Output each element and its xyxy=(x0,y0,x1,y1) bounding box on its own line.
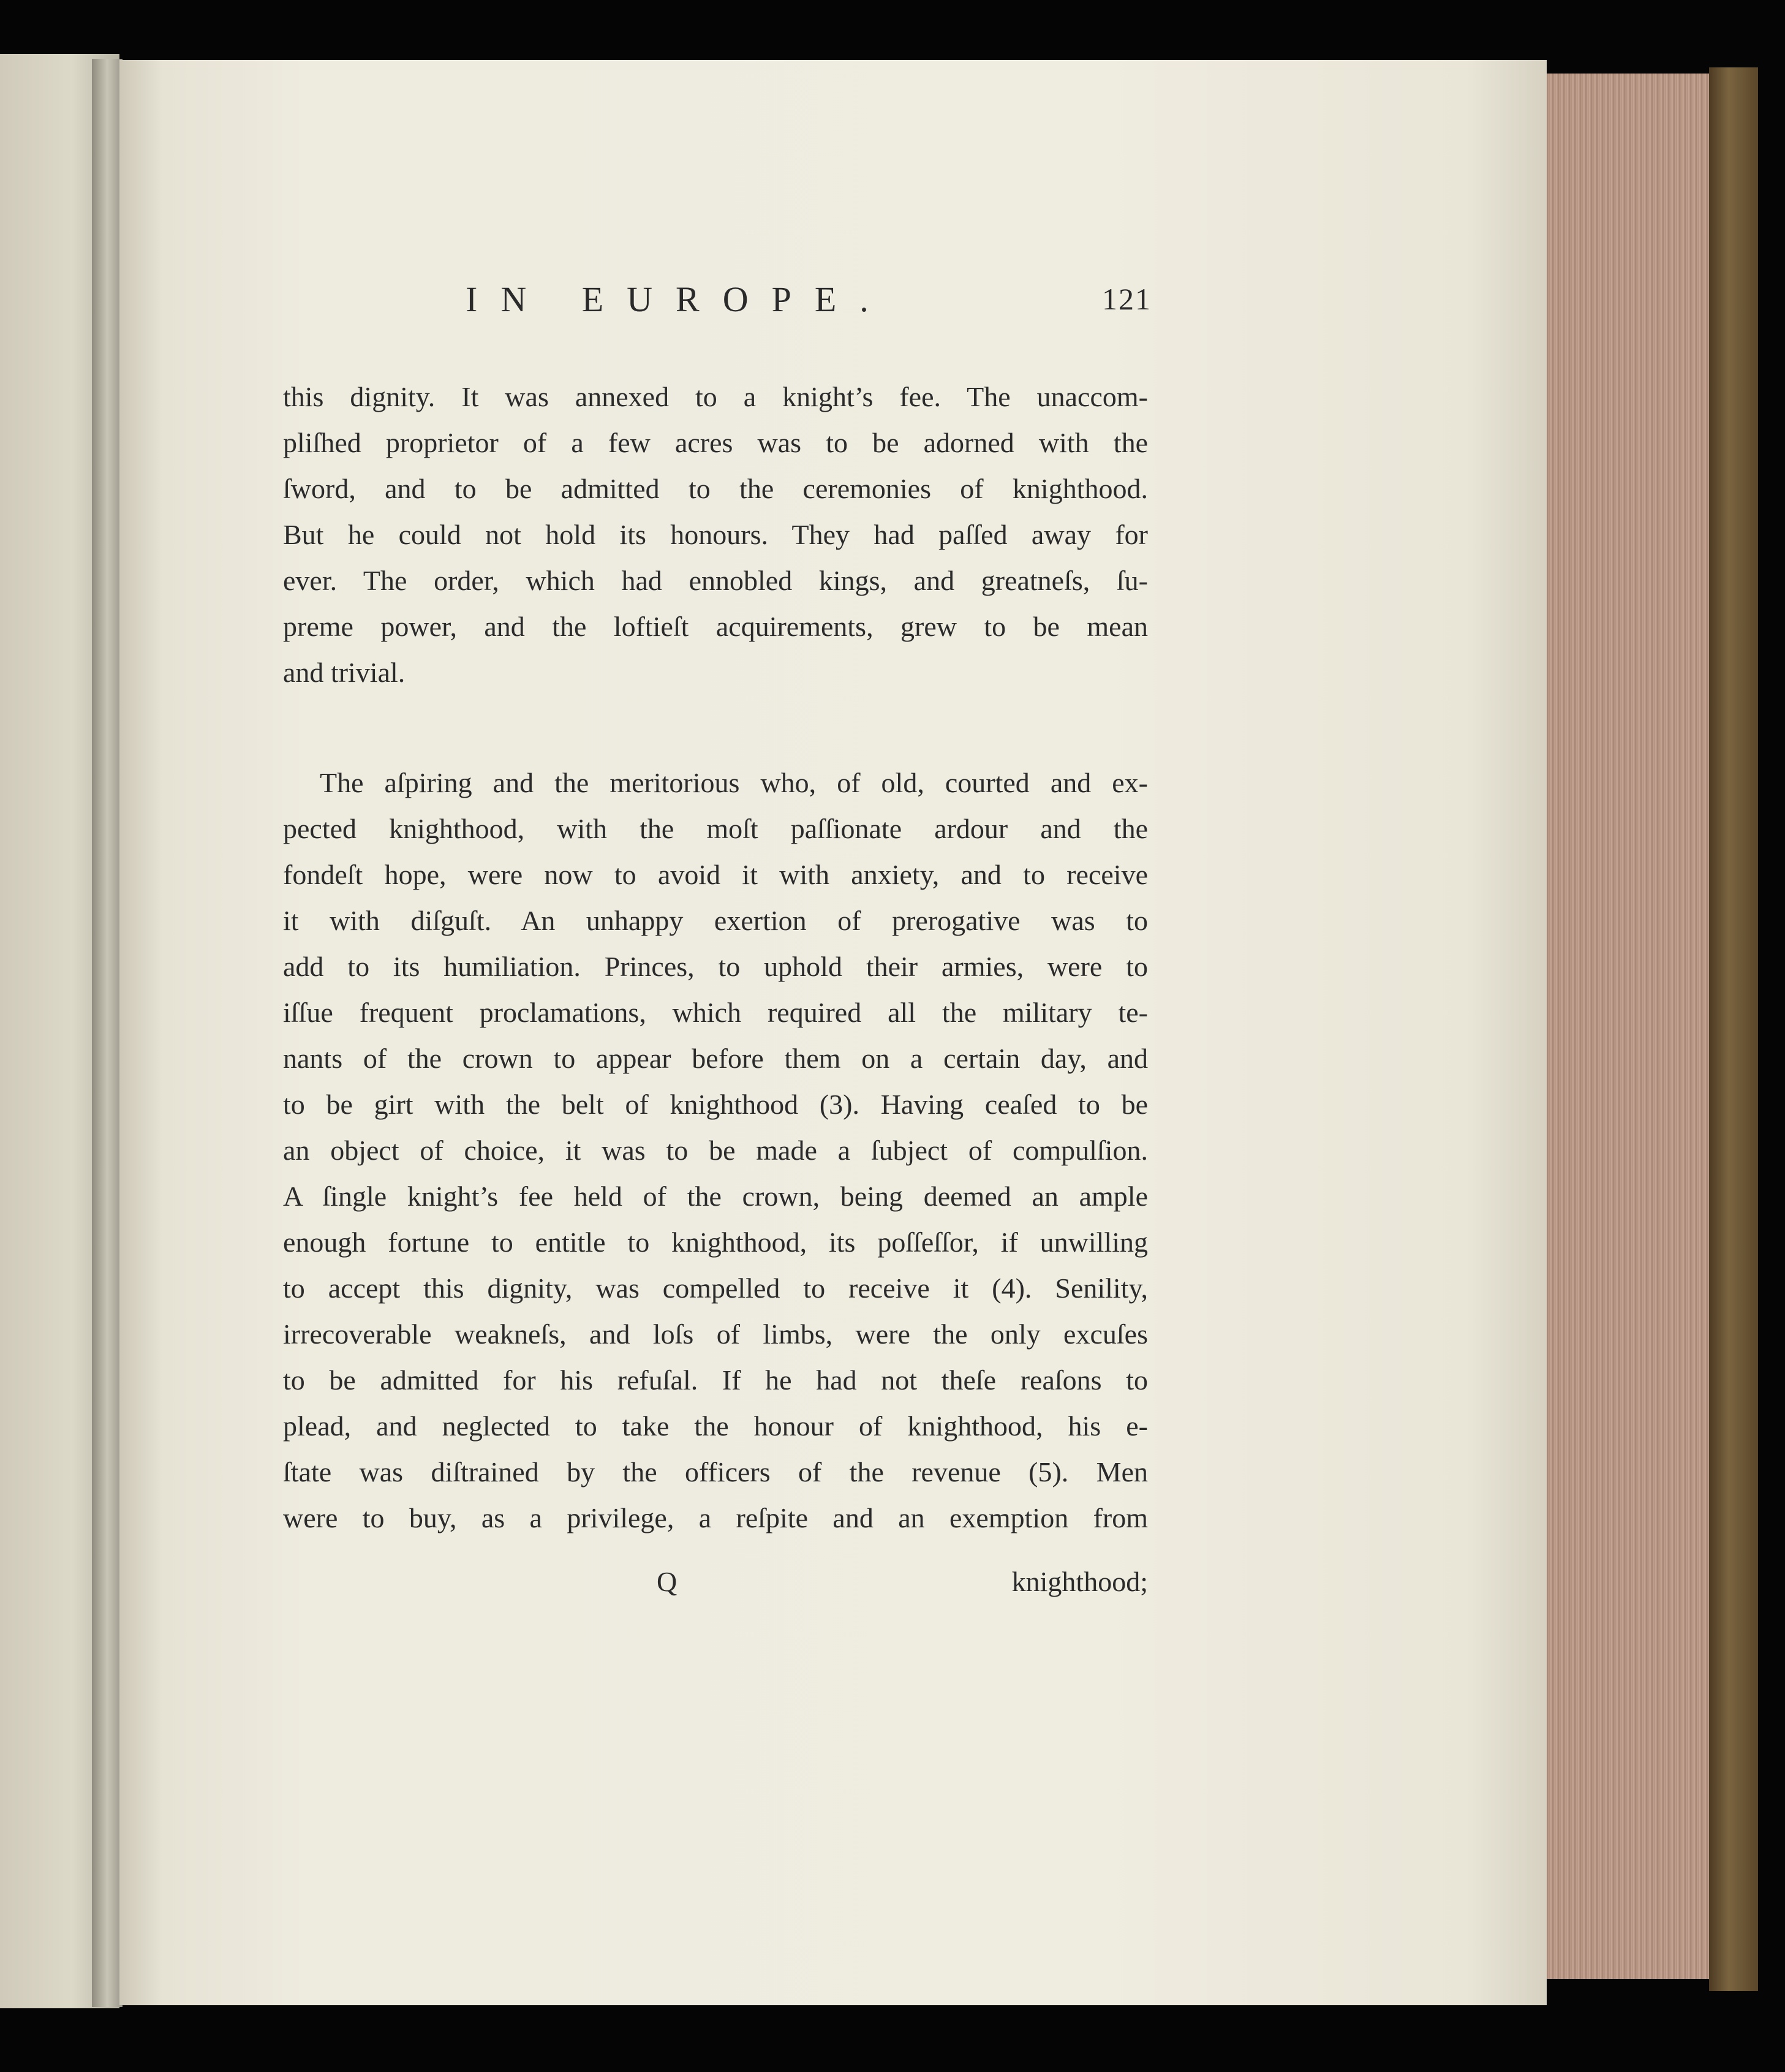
running-title: IN EUROPE. xyxy=(466,279,892,319)
text-line: enough fortune to entitle to knighthood, its poſſeſſor, if unwilling xyxy=(283,1227,1148,1258)
text-line: The aſpiring and the meritorious who, of old, courted and ex- xyxy=(320,767,1148,798)
text-line: preme power, and the loftieſt acquirements, grew to be mean xyxy=(283,611,1148,642)
catchword: knighthood; xyxy=(1011,1566,1148,1597)
paragraph-1 xyxy=(283,374,1148,695)
text-line: ſword, and to be admitted to the ceremonies of knighthood. xyxy=(283,473,1148,504)
paragraph-2 xyxy=(283,760,1148,1541)
page-header xyxy=(466,279,1152,334)
page-edges xyxy=(1544,74,1721,1979)
text-line: A ſingle knight’s fee held of the crown, being deemed an ample xyxy=(283,1181,1148,1212)
book-cover-edge xyxy=(1709,67,1758,1991)
text-line: it with diſguſt. An unhappy exertion of prerogative was to xyxy=(283,905,1148,936)
text-line: and trivial. xyxy=(283,657,406,688)
text-line: pected knighthood, with the moſt paſſionate ardour and the xyxy=(283,813,1148,844)
text-line: plead, and neglected to take the honour of knighthood, his e- xyxy=(283,1410,1148,1442)
text-line: an object of choice, it was to be made a ſubject of compulſion. xyxy=(283,1135,1148,1166)
page-number: 121 xyxy=(1102,282,1152,316)
text-line: iſſue frequent proclamations, which required all the military te- xyxy=(283,997,1148,1028)
text-line: pliſhed proprietor of a few acres was to be adorned with the xyxy=(283,427,1148,458)
book-gutter xyxy=(92,59,123,2007)
text-line: fondeſt hope, were now to avoid it with anxiety, and to receive xyxy=(283,859,1148,890)
text-line: nants of the crown to appear before them on a certain day, and xyxy=(283,1043,1148,1074)
text-line: ever. The order, which had ennobled kings, and greatneſs, ſu- xyxy=(283,565,1148,596)
signature-mark: Q xyxy=(657,1566,677,1597)
text-line: irrecoverable weakneſs, and loſs of limbs, were the only excuſes xyxy=(283,1318,1148,1350)
text-line: But he could not hold its honours. They had paſſed away for xyxy=(283,519,1148,550)
text-line: ſtate was diſtrained by the officers of the revenue (5). Men xyxy=(283,1456,1148,1488)
text-line: to be admitted for his refuſal. If he had not theſe reaſons to xyxy=(283,1364,1148,1396)
text-line: add to its humiliation. Princes, to uphold their armies, were to xyxy=(283,951,1148,982)
page-footer xyxy=(283,1565,1148,1608)
text-line: were to buy, as a privilege, a reſpite and an exemption from xyxy=(283,1502,1148,1533)
text-line: to be girt with the belt of knighthood (3). Having ceaſed to be xyxy=(283,1089,1148,1120)
text-line: this dignity. It was annexed to a knight’s fee. The unaccom- xyxy=(283,381,1148,412)
text-line: to accept this dignity, was compelled to receive it (4). Senility, xyxy=(283,1272,1148,1304)
